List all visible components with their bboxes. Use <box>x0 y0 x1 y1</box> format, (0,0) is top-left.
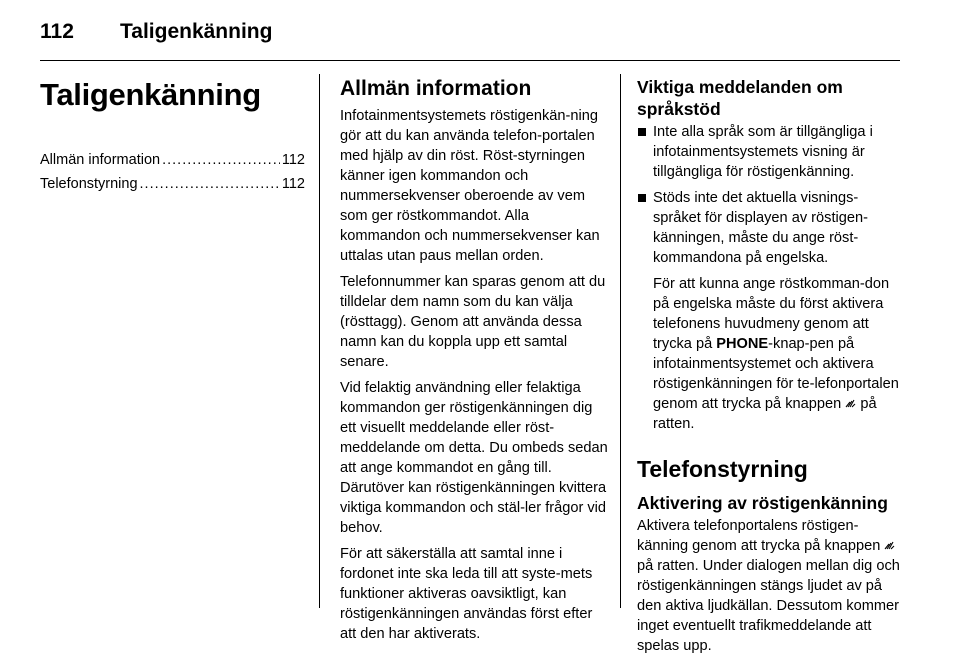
toc-label: Allmän information <box>40 152 161 168</box>
phone-heading: Telefonstyrning <box>637 456 808 482</box>
text-run: Aktivera telefonportalens röstigen-känning genom att trycka på knappen <box>637 518 885 554</box>
text-run: För att kunna ange röstkomman-don på engelska måste du först aktivera telefonens huvudmeny genom att trycka på <box>653 276 890 352</box>
column-divider-1 <box>319 74 320 608</box>
list-item <box>637 122 905 182</box>
general-paragraph-3: Vid felaktig användning eller felaktiga kommandon ger röstigenkänningen dig ett visuellt meddelande eller röst-meddelande om detta. Du ombeds sedan att ange kommandot en gång till. Därutöver kan röstigenkänningen kvittera viktiga kommandon och stäl-ler frågor vid behov. <box>340 380 608 536</box>
phone-keyword: PHONE <box>716 336 769 352</box>
activation-subheading: Aktivering av röstigenkänning <box>637 493 888 513</box>
toc-entry-general[interactable] <box>40 148 305 172</box>
language-bullet-2-detail <box>653 274 905 434</box>
general-paragraph-4: För att säkerställa att samtal inne i fordonet inte ska leda till att syste-mets funktioner aktiveras oavsiktligt, kan röstigenkänningen användas först efter att den har aktiverats. <box>340 546 593 642</box>
chapter-title: Taligenkänning <box>40 77 261 112</box>
column-divider-2 <box>620 74 621 608</box>
toc-entry-phone[interactable] <box>40 172 305 196</box>
text-run: på ratten. Under dialogen mellan dig och röstigenkänningen stängs ljudet av på den aktiva ljudkällan. Dessutom kommer inget eventuellt trafikmeddelande att spelas upp. <box>637 558 900 654</box>
toc-page: 112 <box>281 152 305 168</box>
page-header <box>40 14 900 50</box>
voice-control-icon <box>884 539 895 553</box>
general-paragraph-1: Infotainmentsystemets röstigenkän-ning gör att du kan använda telefon-portalen med hjälp av din röst. Röst-styrningen känner igen kommandon och nummersekvenser oberoende av vem som ger röstkommandot. Alla kommandon och nummersekvenser kan uttalas utan paus mellan orden. <box>340 108 600 264</box>
language-list <box>637 122 905 434</box>
header-rule <box>40 60 900 61</box>
language-bullet-2: Stöds inte det aktuella visnings-språket för displayen av röstigen-känningen, måste du ange röst-kommandona på engelska. <box>653 190 868 266</box>
chapter-column <box>40 76 305 196</box>
toc-label: Telefonstyrning <box>40 176 138 192</box>
text-run: på ratten. <box>653 396 877 432</box>
general-paragraph-2: Telefonnummer kan sparas genom att du tilldelar dem namn som du kan välja (rösttagg). Genom att använda dessa namn kan du koppla upp ett samtal senare. <box>340 274 606 370</box>
text-run: -knap-pen på infotainmentsystemet och aktivera röstigenkänningen för te-lefonportalen genom att trycka på knappen <box>653 336 899 412</box>
activation-paragraph <box>637 516 905 656</box>
table-of-contents <box>40 148 305 196</box>
toc-leader <box>140 172 280 196</box>
bullet-square-icon <box>638 128 646 136</box>
list-item <box>637 188 905 434</box>
voice-control-icon <box>845 397 856 411</box>
toc-leader <box>162 148 280 172</box>
general-info-heading: Allmän information <box>340 77 532 100</box>
language-bullet-1: Inte alla språk som är tillgängliga i infotainmentsystemets visning är tillgängliga för röstigenkänning. <box>653 124 873 180</box>
language-phone-column <box>637 76 905 662</box>
general-info-column <box>340 76 608 650</box>
language-heading: Viktiga meddelanden om språkstöd <box>637 77 843 119</box>
running-title: Taligenkänning <box>120 20 273 43</box>
toc-page: 112 <box>281 176 305 192</box>
bullet-square-icon <box>638 194 646 202</box>
page-number: 112 <box>40 20 74 43</box>
